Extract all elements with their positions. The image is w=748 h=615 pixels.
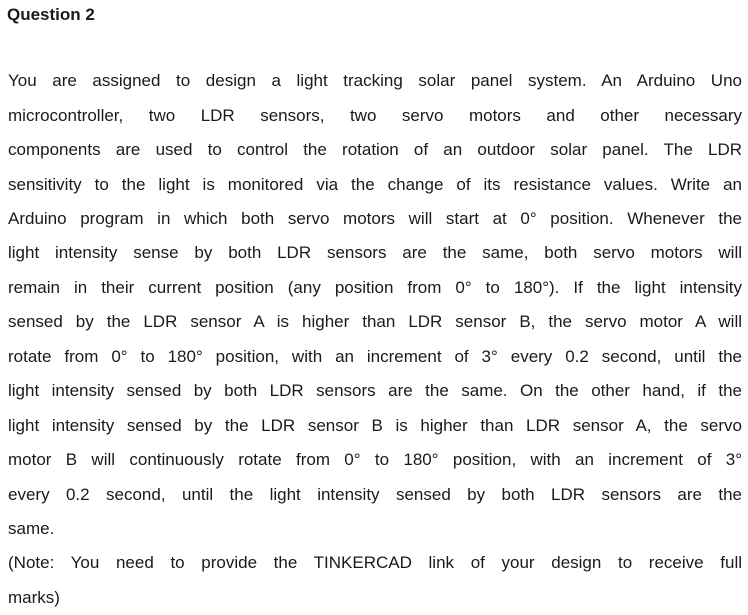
paragraph-line-4: sensitivity to the light is monitored via the change of its resistance values. Write an <box>8 175 742 194</box>
paragraph-line-11: light intensity sensed by the LDR sensor B is higher than LDR sensor A, the servo <box>8 416 742 435</box>
paragraph-line-3: components are used to control the rotation of an outdoor solar panel. The LDR <box>8 140 742 159</box>
paragraph-line-2: microcontroller, two LDR sensors, two servo motors and other necessary <box>8 106 742 125</box>
paragraph-line-1: You are assigned to design a light tracking solar panel system. An Arduino Uno <box>8 71 742 90</box>
paragraph-line-8: sensed by the LDR sensor A is higher than LDR sensor B, the servo motor A will <box>8 312 742 331</box>
paragraph-line-7: remain in their current position (any position from 0° to 180°). If the light intensity <box>8 278 742 297</box>
paragraph-line-9: rotate from 0° to 180° position, with an increment of 3° every 0.2 second, until the <box>8 347 742 366</box>
question-title: Question 2 <box>7 5 95 24</box>
note-line-2: marks) <box>8 588 60 607</box>
paragraph-line-6: light intensity sense by both LDR sensors are the same, both servo motors will <box>8 243 742 262</box>
note-line-1: (Note: You need to provide the TINKERCAD link of your design to receive full <box>8 553 742 572</box>
paragraph-line-12: motor B will continuously rotate from 0° to 180° position, with an increment of 3° <box>8 450 742 469</box>
paragraph-line-13: every 0.2 second, until the light intensity sensed by both LDR sensors are the <box>8 485 742 504</box>
paragraph-line-10: light intensity sensed by both LDR sensors are the same. On the other hand, if the <box>8 381 742 400</box>
paragraph-line-14: same. <box>8 519 55 538</box>
paragraph-line-5: Arduino program in which both servo motors will start at 0° position. Whenever the <box>8 209 742 228</box>
